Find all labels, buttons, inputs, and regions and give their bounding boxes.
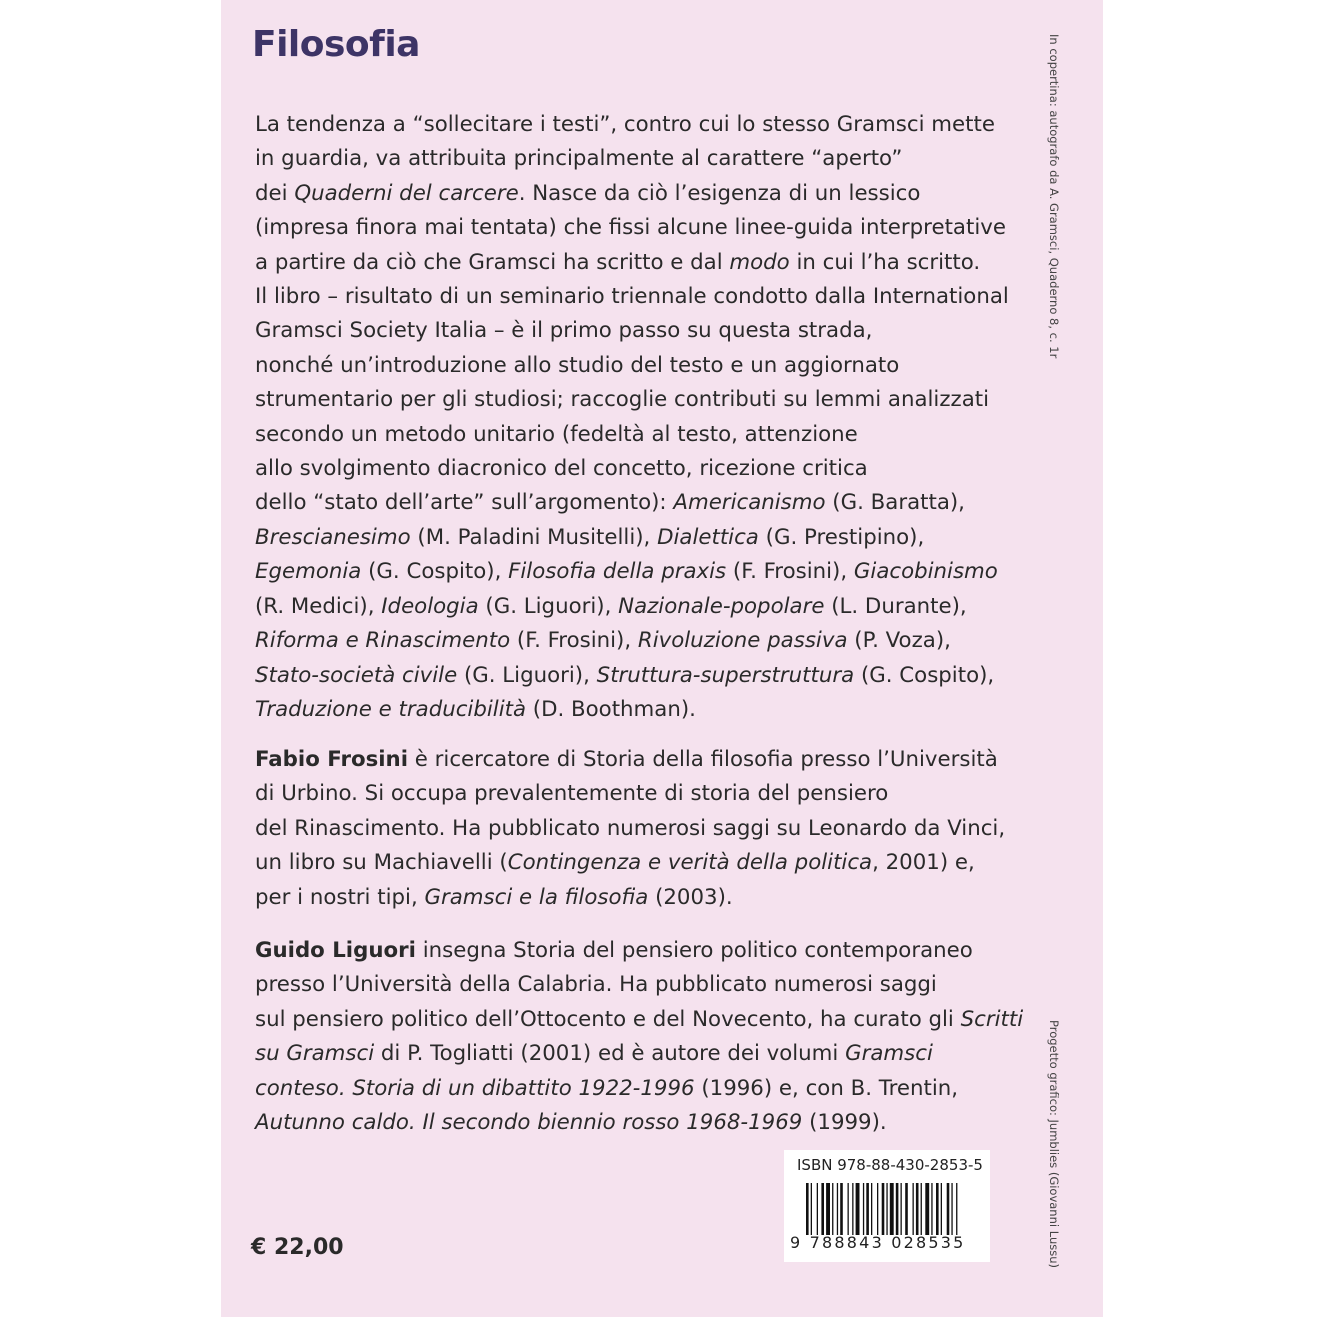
price-label: € 22,00 <box>251 1235 344 1260</box>
text-line: in guardia, va attribuita principalmente al carattere “aperto” <box>255 146 903 172</box>
isbn-barcode-box <box>784 1150 990 1262</box>
author-name: Fabio Frosini <box>255 747 409 772</box>
cover-image-credit: In copertina: autografo da A. Gramsci, Quaderno 8, c. 1r <box>1047 34 1061 359</box>
design-credit: Progetto grafico: Jumblies (Giovanni Lussu) <box>1047 1020 1061 1268</box>
text-line: strumentario per gli studiosi; raccoglie contributi su lemmi analizzati <box>255 387 990 413</box>
text-line: Traduzione e traducibilità (D. Boothman). <box>255 696 696 722</box>
text-line: (R. Medici), Ideologia (G. Liguori), Nazionale-popolare (L. Durante), <box>255 593 967 619</box>
text-line: su Gramsci di P. Togliatti (2001) ed è autore dei volumi Gramsci <box>255 1041 933 1067</box>
text-line: di Urbino. Si occupa prevalentemente di storia del pensiero <box>255 781 889 807</box>
author-name: Guido Liguori <box>255 938 416 963</box>
barcode-digits: 9 788843 028535 <box>790 1233 966 1252</box>
isbn-label: ISBN 978-88-430-2853-5 <box>797 1156 983 1174</box>
text-line: La tendenza a “sollecitare i testi”, contro cui lo stesso Gramsci mette <box>255 112 995 137</box>
text-line: a partire da ciò che Gramsci ha scritto e dal modo in cui l’ha scritto. <box>255 249 981 275</box>
author-bio-liguori <box>255 934 1023 1140</box>
italic-title: Quaderni del carcere <box>294 180 519 206</box>
text-line: Gramsci Society Italia – è il primo passo su questa strada, <box>255 318 873 344</box>
text-line: un libro su Machiavelli (Contingenza e verità della politica, 2001) e, <box>255 850 975 876</box>
text-line: dello “stato dell’arte” sull’argomento): Americanismo (G. Baratta), <box>255 490 965 516</box>
series-title: Filosofia <box>252 24 420 65</box>
text-line: Il libro – risultato di un seminario triennale condotto dalla International <box>255 284 1009 310</box>
text-line: Autunno caldo. Il secondo biennio rosso 1968-1969 (1999). <box>255 1110 887 1136</box>
text-line: allo svolgimento diacronico del concetto, ricezione critica <box>255 456 868 482</box>
text-line: dei Quaderni del carcere. Nasce da ciò l’esigenza di un lessico <box>255 180 921 206</box>
text-line: Fabio Frosini è ricercatore di Storia della filosofia presso l’Università <box>255 747 998 772</box>
text-line: sul pensiero politico dell’Ottocento e del Novecento, ha curato gli Scritti <box>255 1006 1024 1032</box>
text-line: conteso. Storia di un dibattito 1922-1996 (1996) e, con B. Trentin, <box>255 1075 959 1101</box>
text-line: Brescianesimo (M. Paladini Musitelli), Dialettica (G. Prestipino), <box>255 524 925 550</box>
book-description <box>255 108 1009 727</box>
barcode-icon <box>806 1183 972 1235</box>
text-line: presso l’Università della Calabria. Ha pubblicato numerosi saggi <box>255 972 937 998</box>
text-line: (impresa finora mai tentata) che fissi alcune linee-guida interpretative <box>255 215 1006 241</box>
author-bio-frosini <box>255 743 1005 915</box>
text-line: Riforma e Rinascimento (F. Frosini), Rivoluzione passiva (P. Voza), <box>255 628 951 654</box>
book-back-cover <box>221 0 1103 1317</box>
text-line: Guido Liguori insegna Storia del pensiero politico contemporaneo <box>255 938 973 963</box>
text-line: del Rinascimento. Ha pubblicato numerosi saggi su Leonardo da Vinci, <box>255 815 1006 841</box>
text-line: nonché un’introduzione allo studio del testo e un aggiornato <box>255 352 900 378</box>
text-line: per i nostri tipi, Gramsci e la filosofia (2003). <box>255 884 733 910</box>
text-line: secondo un metodo unitario (fedeltà al testo, attenzione <box>255 421 858 447</box>
text-line: Egemonia (G. Cospito), Filosofia della praxis (F. Frosini), Giacobinismo <box>255 559 998 585</box>
text-line: Stato-società civile (G. Liguori), Struttura-superstruttura (G. Cospito), <box>255 662 995 688</box>
